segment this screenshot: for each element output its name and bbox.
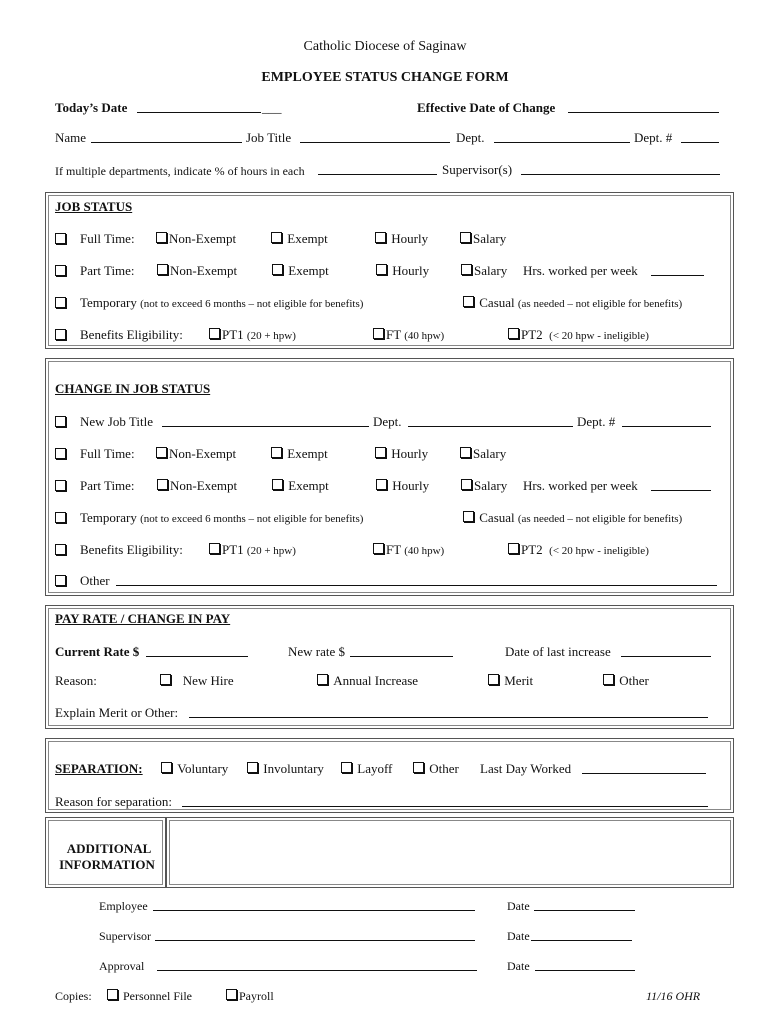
explain-field[interactable] <box>189 717 708 718</box>
benefits-label: Benefits Eligibility: <box>80 327 183 342</box>
separation-heading: SEPARATION: <box>55 761 143 776</box>
separation-reason-label: Reason for separation: <box>55 794 172 809</box>
checkbox-icon <box>508 328 519 339</box>
checkbox-icon <box>413 762 424 773</box>
dept-number-field[interactable] <box>681 142 719 143</box>
full-time-checkbox[interactable] <box>55 233 66 244</box>
new-job-title-label: New Job Title <box>80 414 153 429</box>
checkbox-icon <box>156 232 167 243</box>
dept-number-label: Dept. # <box>634 130 673 145</box>
checkbox-icon <box>463 511 474 522</box>
checkbox-icon <box>603 674 614 685</box>
name-field[interactable] <box>91 142 242 143</box>
checkbox-icon <box>341 762 352 773</box>
employee-signature-field[interactable] <box>153 910 475 911</box>
checkbox-icon <box>272 479 283 490</box>
supervisors-field[interactable] <box>521 174 720 175</box>
last-increase-field[interactable] <box>621 656 711 657</box>
separation-reason-field[interactable] <box>182 806 708 807</box>
new-rate-label: New rate $ <box>288 644 346 659</box>
checkbox-icon <box>157 264 168 275</box>
checkbox-icon <box>375 447 386 458</box>
checkbox-icon <box>463 296 474 307</box>
checkbox-icon <box>209 543 220 554</box>
checkbox-icon <box>376 264 387 275</box>
change-full-time-hourly-option[interactable]: Hourly <box>375 446 428 462</box>
name-label: Name <box>55 130 87 145</box>
pay-rate-heading: PAY RATE / CHANGE IN PAY <box>55 611 231 626</box>
change-pt1-option[interactable]: PT1 (20 + hpw) <box>209 542 296 559</box>
change-part-time-label: Part Time: <box>80 478 135 493</box>
change-temporary-label: Temporary (not to exceed 6 months – not eligible for benefits) <box>80 510 364 525</box>
change-part-time-non-exempt-option[interactable]: Non-Exempt <box>157 478 237 494</box>
part-time-checkbox[interactable] <box>55 265 66 276</box>
voluntary-option[interactable]: Voluntary <box>161 761 228 777</box>
part-time-label: Part Time: <box>80 263 135 278</box>
annual-increase-option[interactable]: Annual Increase <box>317 673 418 689</box>
effective-date-field[interactable] <box>568 112 719 113</box>
ft-option[interactable]: FT (40 hpw) <box>373 327 444 344</box>
multi-dept-field[interactable] <box>318 174 437 175</box>
change-full-time-checkbox[interactable] <box>55 448 66 459</box>
temporary-checkbox[interactable] <box>55 297 66 308</box>
checkbox-icon <box>272 264 283 275</box>
new-rate-field[interactable] <box>350 656 453 657</box>
part-time-salary-option[interactable]: Salary <box>461 263 507 279</box>
checkbox-icon <box>461 479 472 490</box>
checkbox-icon <box>460 232 471 243</box>
last-increase-label: Date of last increase <box>505 644 611 659</box>
checkbox-icon <box>461 264 472 275</box>
explain-label: Explain Merit or Other: <box>55 705 179 720</box>
supervisor-signature-label: Supervisor <box>99 929 151 943</box>
change-benefits-label: Benefits Eligibility: <box>80 542 183 557</box>
casual-option[interactable]: Casual (as needed – not eligible for benefits) <box>463 295 682 312</box>
change-other-field[interactable] <box>116 585 717 586</box>
current-rate-field[interactable] <box>146 656 248 657</box>
change-full-time-exempt-option[interactable]: Exempt <box>271 446 328 462</box>
involuntary-option[interactable]: Involuntary <box>247 761 324 777</box>
checkbox-icon <box>156 447 167 458</box>
change-pt2-option[interactable]: PT2 (< 20 hpw - ineligible) <box>508 542 649 559</box>
todays-date-label: Today’s Date <box>55 100 128 115</box>
copies-label: Copies: <box>55 989 92 1003</box>
part-time-non-exempt-option[interactable]: Non-Exempt <box>157 263 237 279</box>
personnel-file-option[interactable]: Personnel File <box>107 988 192 1004</box>
full-time-exempt-option[interactable]: Exempt <box>271 231 328 247</box>
checkbox-icon <box>247 762 258 773</box>
benefits-checkbox[interactable] <box>55 329 66 340</box>
full-time-salary-option[interactable]: Salary <box>460 231 506 247</box>
checkbox-icon <box>157 479 168 490</box>
checkbox-icon <box>160 674 171 685</box>
employee-date-field[interactable] <box>534 910 635 911</box>
change-other-checkbox[interactable] <box>55 575 66 586</box>
pt2-option[interactable]: PT2 (< 20 hpw - ineligible) <box>508 327 649 344</box>
change-other-label: Other <box>80 573 110 588</box>
new-dept-number-label: Dept. # <box>577 414 616 429</box>
change-part-time-salary-option[interactable]: Salary <box>461 478 507 494</box>
new-dept-label: Dept. <box>373 414 402 429</box>
approval-signature-field[interactable] <box>157 970 477 971</box>
layoff-option[interactable]: Layoff <box>341 761 392 777</box>
multi-dept-label: If multiple departments, indicate % of hours in each <box>55 164 305 178</box>
merit-option[interactable]: Merit <box>488 673 533 689</box>
part-time-hourly-option[interactable]: Hourly <box>376 263 429 279</box>
change-part-time-checkbox[interactable] <box>55 480 66 491</box>
checkbox-icon <box>375 232 386 243</box>
form-code: 11/16 OHR <box>646 989 701 1003</box>
dept-label: Dept. <box>456 130 485 145</box>
checkbox-icon <box>373 328 384 339</box>
checkbox-icon <box>508 543 519 554</box>
current-rate-label: Current Rate $ <box>55 644 140 659</box>
payroll-option[interactable]: Payroll <box>226 988 274 1004</box>
change-part-time-hourly-option[interactable]: Hourly <box>376 478 429 494</box>
checkbox-icon <box>107 989 118 1000</box>
job-title-label: Job Title <box>246 130 292 145</box>
pt1-option[interactable]: PT1 (20 + hpw) <box>209 327 296 344</box>
org-name: Catholic Diocese of Saginaw <box>303 39 467 54</box>
supervisors-label: Supervisor(s) <box>442 162 513 177</box>
hrs-worked-field[interactable] <box>651 275 704 276</box>
form-title: EMPLOYEE STATUS CHANGE FORM <box>261 70 509 85</box>
job-title-field[interactable] <box>300 142 450 143</box>
checkbox-icon <box>488 674 499 685</box>
checkbox-icon <box>226 989 237 1000</box>
change-temporary-checkbox[interactable] <box>55 512 66 523</box>
todays-date-field[interactable] <box>137 112 261 113</box>
change-benefits-checkbox[interactable] <box>55 544 66 555</box>
effective-date-label: Effective Date of Change <box>417 100 556 115</box>
change-part-time-exempt-option[interactable]: Exempt <box>272 478 329 494</box>
new-dept-number-field[interactable] <box>622 426 711 427</box>
checkbox-icon <box>376 479 387 490</box>
change-full-time-label: Full Time: <box>80 446 135 461</box>
last-day-label: Last Day Worked <box>480 761 572 776</box>
checkbox-icon <box>460 447 471 458</box>
change-full-time-salary-option[interactable]: Salary <box>460 446 506 462</box>
part-time-exempt-option[interactable]: Exempt <box>272 263 329 279</box>
last-day-field[interactable] <box>582 773 706 774</box>
change-full-time-non-exempt-option[interactable]: Non-Exempt <box>156 446 236 462</box>
new-job-title-checkbox[interactable] <box>55 416 66 427</box>
supervisor-date-field[interactable] <box>531 940 632 941</box>
supervisor-date-label: Date <box>507 929 530 943</box>
dept-field[interactable] <box>494 142 630 143</box>
separation-other-option[interactable]: Other <box>413 761 459 777</box>
checkbox-icon <box>373 543 384 554</box>
change-job-status-heading: CHANGE IN JOB STATUS <box>55 381 211 396</box>
change-casual-option[interactable]: Casual (as needed – not eligible for benefits) <box>463 510 682 527</box>
employee-date-label: Date <box>507 899 530 913</box>
temporary-label: Temporary (not to exceed 6 months – not eligible for benefits) <box>80 295 364 310</box>
todays-date-suffix: ___ <box>262 100 282 115</box>
supervisor-signature-field[interactable] <box>155 940 475 941</box>
pay-other-option[interactable]: Other <box>603 673 649 689</box>
change-hrs-worked-label: Hrs. worked per week <box>523 478 638 493</box>
approval-date-field[interactable] <box>535 970 635 971</box>
checkbox-icon <box>271 232 282 243</box>
checkbox-icon <box>271 447 282 458</box>
hrs-worked-label: Hrs. worked per week <box>523 263 638 278</box>
reason-label: Reason: <box>55 673 97 688</box>
full-time-label: Full Time: <box>80 231 135 246</box>
new-job-title-field[interactable] <box>162 426 369 427</box>
checkbox-icon <box>209 328 220 339</box>
additional-label-line2: INFORMATION <box>59 857 155 872</box>
additional-info-field[interactable] <box>166 817 734 888</box>
approval-date-label: Date <box>507 959 530 973</box>
approval-signature-label: Approval <box>99 959 145 973</box>
new-dept-field[interactable] <box>408 426 573 427</box>
change-hrs-worked-field[interactable] <box>651 490 711 491</box>
additional-label-line1: ADDITIONAL <box>66 841 152 856</box>
job-status-heading: JOB STATUS <box>55 199 133 214</box>
change-ft-option[interactable]: FT (40 hpw) <box>373 542 444 559</box>
checkbox-icon <box>161 762 172 773</box>
employee-signature-label: Employee <box>99 899 148 913</box>
new-hire-option[interactable]: New Hire <box>160 673 234 689</box>
full-time-hourly-option[interactable]: Hourly <box>375 231 428 247</box>
full-time-non-exempt-option[interactable]: Non-Exempt <box>156 231 236 247</box>
checkbox-icon <box>317 674 328 685</box>
